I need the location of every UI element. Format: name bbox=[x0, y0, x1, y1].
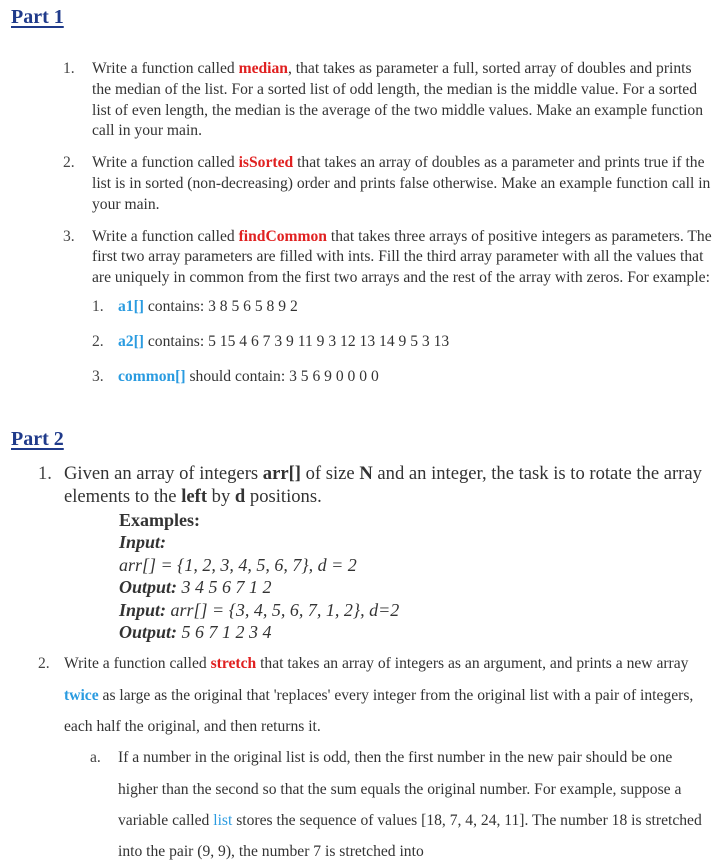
item-text: as large as the original that 'replaces' every integer from the original list with a pair of integers, each half the original, and then returns it. bbox=[64, 686, 694, 736]
part1-heading: Part 1 bbox=[11, 6, 64, 28]
input-value: arr[] = {3, 4, 5, 6, 7, 1, 2}, d=2 bbox=[166, 599, 400, 620]
list-item bbox=[38, 462, 714, 643]
alpha-sublist bbox=[64, 742, 714, 867]
array-name: a1[] bbox=[118, 297, 144, 315]
item-text: and an integer, the task is to rotate the array elements to the bbox=[64, 463, 702, 507]
item-text: positions. bbox=[245, 486, 322, 507]
part1-list bbox=[63, 59, 713, 398]
term-arr: arr[] bbox=[262, 463, 301, 484]
function-name-median: median bbox=[238, 60, 288, 77]
input-label: Input: bbox=[119, 532, 167, 553]
output-label: Output: bbox=[119, 577, 178, 598]
item-letter: a. bbox=[90, 749, 101, 767]
variable-list: list bbox=[213, 811, 233, 829]
item-text: contains: 3 8 5 6 5 8 9 2 bbox=[143, 297, 298, 315]
list-item bbox=[63, 227, 713, 387]
sublist-item bbox=[64, 742, 714, 867]
example-sublist bbox=[92, 297, 713, 387]
item-text: should contain: 3 5 6 9 0 0 0 0 bbox=[185, 367, 379, 385]
item-text: , that takes as parameter a full, sorted array of doubles and prints the median of the list. For a sorted list of odd length, the median is the middle value. For a sorted list of even length, the median is the average of the two middle values. Make an example function call in your main. bbox=[92, 60, 703, 140]
term-n: N bbox=[359, 463, 373, 484]
item-text: by bbox=[207, 486, 235, 507]
sublist-item bbox=[92, 367, 713, 387]
item-text: that takes an array of doubles as a parameter and prints true if the list is in sorted (non-decreasing) order and prints false otherwise. Make an example function call in your main. bbox=[92, 154, 711, 213]
list-item bbox=[38, 648, 714, 867]
list-item bbox=[63, 59, 713, 142]
item-number: 2. bbox=[38, 655, 50, 673]
sublist-item bbox=[92, 332, 713, 352]
array-name: common[] bbox=[118, 367, 186, 385]
output-value: 5 6 7 1 2 3 4 bbox=[177, 622, 272, 643]
part2-heading: Part 2 bbox=[11, 428, 64, 450]
examples-label: Examples: bbox=[119, 510, 200, 530]
item-text: Given an array of integers bbox=[64, 463, 263, 484]
item-text: Write a function called bbox=[92, 154, 239, 172]
function-name-stretch: stretch bbox=[210, 655, 257, 673]
item-text: Write a function called bbox=[92, 227, 239, 245]
item-text: If a number in the original list is odd, then the first number in the new pair should be one higher than the second so that the sum equals the original number. For example, suppose a variable called bbox=[118, 749, 682, 829]
item-text: that takes three arrays of positive integers as parameters. The first two array parameters are filled with ints. Fill the third array parameter with all the values that are uniquely in common from the first two arrays and the rest of the array with zeros. For example: bbox=[92, 227, 712, 287]
item-text: Write a function called bbox=[64, 655, 211, 673]
array-name: a2[] bbox=[118, 332, 144, 350]
function-name-issorted: isSorted bbox=[238, 154, 294, 172]
item-number: 1. bbox=[38, 463, 52, 484]
list-item bbox=[63, 153, 713, 215]
sublist-item bbox=[92, 297, 713, 317]
item-text: that takes an array of integers as an argument, and prints a new array bbox=[256, 655, 689, 673]
item-number: 1. bbox=[63, 60, 75, 77]
part2-list bbox=[38, 462, 714, 868]
examples-block bbox=[119, 509, 714, 643]
item-text: stores the sequence of values [18, 7, 4, 24, 11]. The number 18 is stretched into the pair (9, 9), the number 7 is stretched into bbox=[118, 811, 702, 861]
item-number: 2. bbox=[92, 332, 104, 350]
item-text: of size bbox=[300, 463, 360, 484]
item-number: 1. bbox=[92, 297, 104, 315]
function-name-findcommon: findCommon bbox=[238, 227, 327, 245]
output-value: 3 4 5 6 7 1 2 bbox=[177, 577, 272, 598]
input-value: arr[] = {1, 2, 3, 4, 5, 6, 7}, d = 2 bbox=[119, 554, 357, 575]
item-number: 2. bbox=[63, 154, 75, 172]
item-text: Write a function called bbox=[92, 60, 239, 77]
output-label: Output: bbox=[119, 622, 178, 643]
item-number: 3. bbox=[92, 367, 104, 385]
item-text: contains: 5 15 4 6 7 3 9 11 9 3 12 13 14 9 5 3 13 bbox=[143, 332, 450, 350]
term-left: left bbox=[181, 486, 208, 507]
input-label: Input: bbox=[119, 599, 167, 620]
term-twice: twice bbox=[64, 686, 99, 704]
item-number: 3. bbox=[63, 227, 75, 245]
term-d: d bbox=[234, 486, 246, 507]
